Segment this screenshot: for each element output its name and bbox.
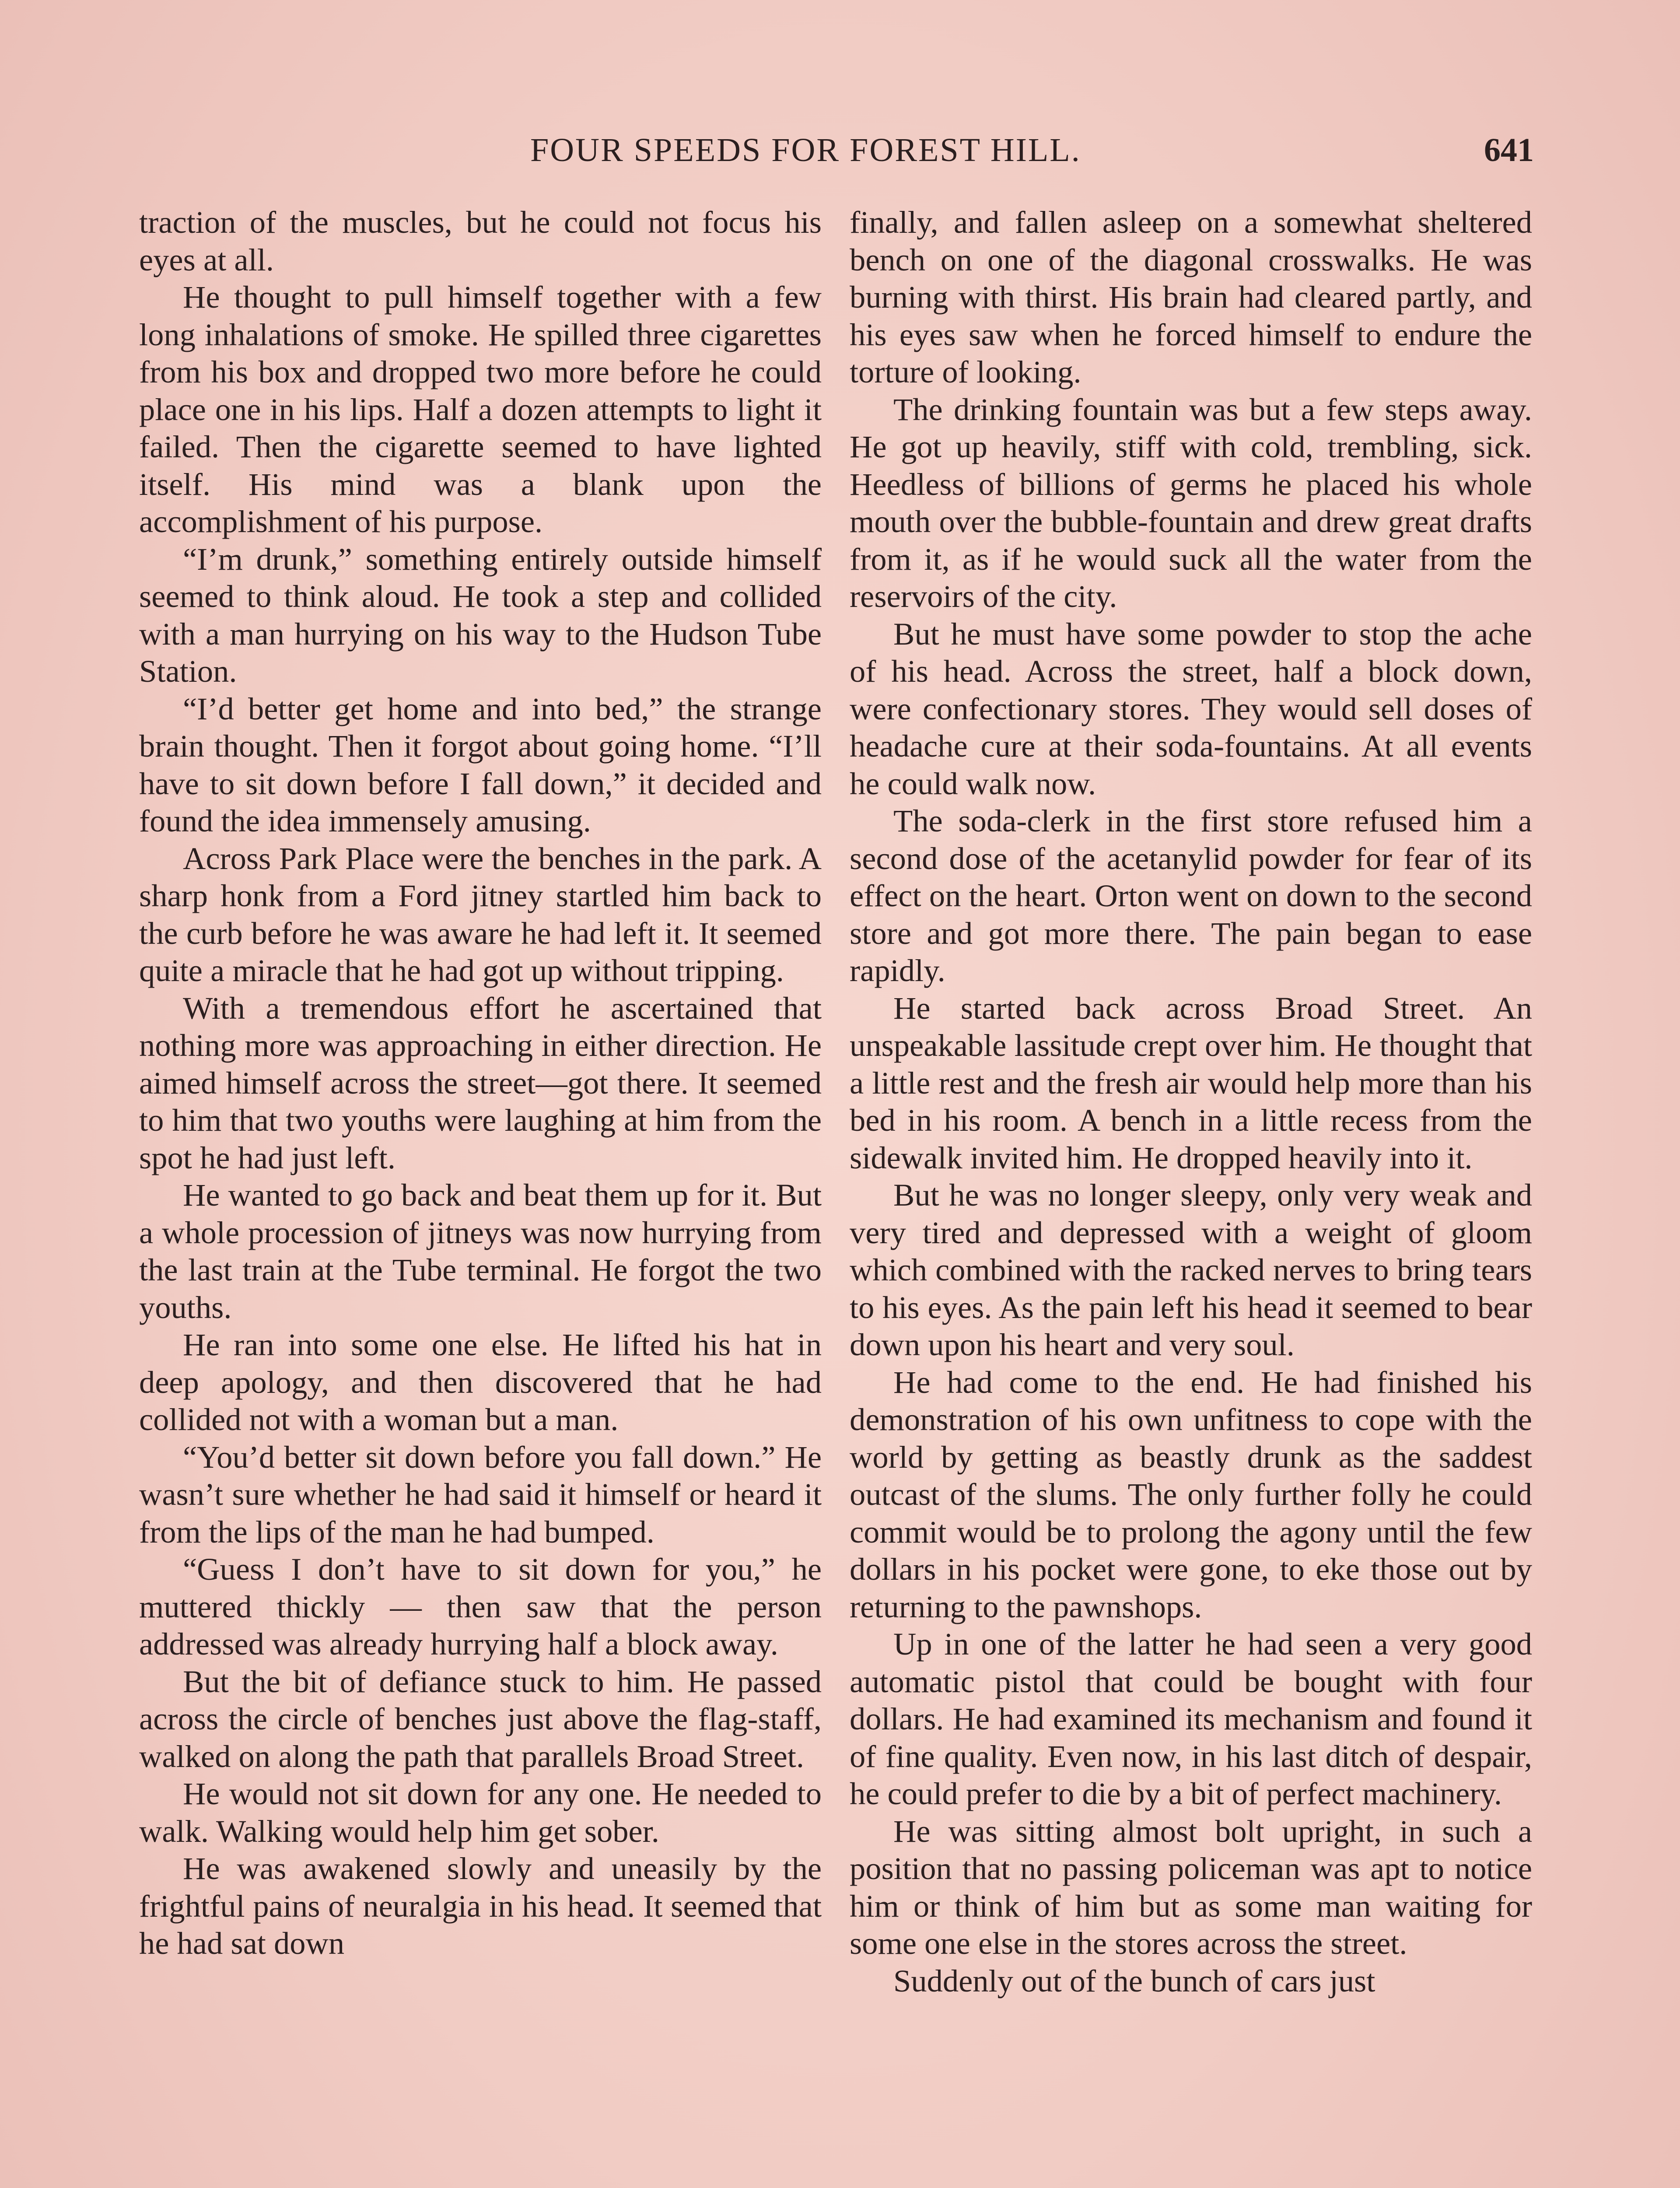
- page-number: 641: [1484, 132, 1534, 168]
- paragraph: Across Park Place were the benches in the park. A sharp honk from a Ford jitney startled him back to the curb before he was aware he had left it. It seemed quite a miracle that he had got up without tripping.: [139, 840, 822, 988]
- right-column: [850, 203, 1532, 1999]
- paragraph: He started back across Broad Street. An unspeakable lassitude crept over him. He thought that a little rest and the fresh air would help more than his bed in his room. A bench in a little recess from the sidewalk invited him. He dropped heavily into it.: [850, 990, 1532, 1175]
- paragraph: But he was no longer sleepy, only very weak and very tired and depressed with a weight of gloom which combined with the racked nerves to bring tears to his eyes. As the pain left his head it seemed to bear down upon his heart and very soul.: [850, 1177, 1532, 1362]
- paragraph: He would not sit down for any one. He needed to walk. Walking would help him get sober.: [139, 1776, 822, 1849]
- left-column: [139, 203, 822, 1962]
- paragraph: He was awakened slowly and uneasily by the frightful pains of neuralgia in his head. It seemed that he had sat down: [139, 1851, 822, 1961]
- paragraph: With a tremendous effort he ascertained that nothing more was approaching in either direction. He aimed himself across the street—got there. It seemed to him that two youths were laughing at him from the spot he had just left.: [139, 990, 822, 1175]
- paragraph: Up in one of the latter he had seen a very good automatic pistol that could be bought with four dollars. He had examined its mechanism and found it of fine quality. Even now, in his last ditch of despair, he could prefer to die by a bit of perfect machinery.: [850, 1626, 1532, 1811]
- paragraph: The soda-clerk in the first store refused him a second dose of the acetanylid powder for fear of its effect on the heart. Orton went on down to the second store and got more there. The pain began to ease rapidly.: [850, 803, 1532, 988]
- paragraph: finally, and fallen asleep on a somewhat sheltered bench on one of the diagonal crosswalks. He was burning with thirst. His brain had cleared partly, and his eyes saw when he forced himself to endure the torture of looking.: [850, 204, 1532, 389]
- paragraph: He had come to the end. He had finished his demonstration of his own unfitness to cope with the world by getting as beastly drunk as the saddest outcast of the slums. The only further folly he could commit would be to prolong the agony until the few dollars in his pocket were gone, to eke those out by returning to the pawnshops.: [850, 1364, 1532, 1624]
- paragraph: He thought to pull himself together with a few long inhalations of smoke. He spilled three cigarettes from his box and dropped two more before he could place one in his lips. Half a dozen attempts to light it failed. Then the cigarette seemed to have lighted itself. His mind was a blank upon the accomplishment of his purpose.: [139, 279, 822, 539]
- paragraph: The drinking fountain was but a few steps away. He got up heavily, stiff with cold, trembling, sick. Heedless of billions of germs he placed his whole mouth over the bubble-fountain and drew great drafts from it, as if he would suck all the water from the reservoirs of the city.: [850, 391, 1532, 614]
- paragraph: But the bit of defiance stuck to him. He passed across the circle of benches just above the flag-staff, walked on along the path that parallels Broad Street.: [139, 1663, 822, 1774]
- running-head: FOUR SPEEDS FOR FOREST HILL.: [530, 132, 1081, 168]
- paragraph: Suddenly out of the bunch of cars just: [893, 1963, 1376, 1999]
- paragraph: He was sitting almost bolt upright, in such a position that no passing policeman was apt to notice him or think of him but as some man waiting for some one else in the stores across the street.: [850, 1813, 1532, 1961]
- paragraph: But he must have some powder to stop the ache of his head. Across the street, half a block down, were confectionary stores. They would sell doses of headache cure at their soda-fountains. At all events he could walk now.: [850, 616, 1532, 801]
- paragraph: He wanted to go back and beat them up for it. But a whole procession of jitneys was now hurrying from the last train at the Tube terminal. He forgot the two youths.: [139, 1177, 822, 1325]
- paragraph: He ran into some one else. He lifted his hat in deep apology, and then discovered that he had collided not with a woman but a man.: [139, 1327, 822, 1437]
- paragraph: traction of the muscles, but he could not focus his eyes at all.: [139, 204, 822, 277]
- paragraph: “Guess I don’t have to sit down for you,” he muttered thickly — then saw that the person addressed was already hurrying half a block away.: [139, 1551, 822, 1662]
- paragraph: “You’d better sit down before you fall down.” He wasn’t sure whether he had said it himself or heard it from the lips of the man he had bumped.: [139, 1439, 822, 1550]
- paragraph: “I’m drunk,” something entirely outside himself seemed to think aloud. He took a step and collided with a man hurrying on his way to the Hudson Tube Station.: [139, 541, 822, 689]
- paragraph: “I’d better get home and into bed,” the strange brain thought. Then it forgot about going home. “I’ll have to sit down before I fall down,” it decided and found the idea immensely amusing.: [139, 691, 822, 838]
